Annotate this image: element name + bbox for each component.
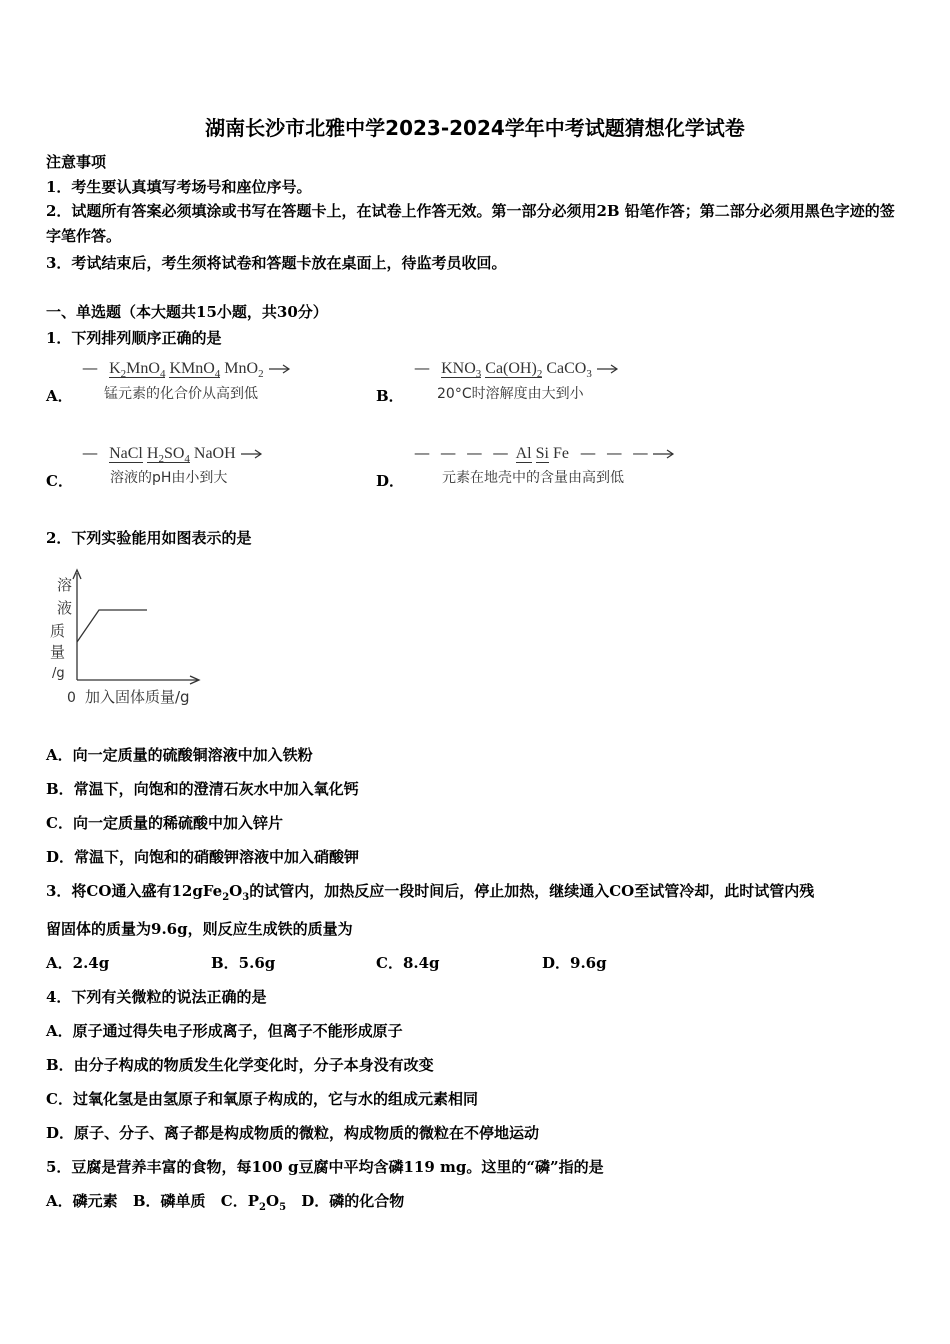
q3-sub-3: 3 xyxy=(242,892,250,903)
q3-stem-part-1: 3．将CO通入盛有12gFe xyxy=(46,882,223,900)
q2-option-d: D．常温下，向饱和的硝酸钾溶液中加入硝酸钾 xyxy=(46,848,360,866)
formula-nacl-h2so4-naoh: NaCl $H_2SO_4$ NaOH xyxy=(109,445,236,466)
q1-option-a-caption: 锰元素的化合价从高到低 xyxy=(104,386,258,402)
q1-option-c xyxy=(82,443,263,465)
q3-stem-part-3: 的试管内，加热反应一段时间后，停止加热，继续通入CO至试管冷却，此时试管内残 xyxy=(249,882,815,900)
q3-stem-part-2: O xyxy=(229,882,243,900)
data-curve xyxy=(77,610,147,642)
q5-option-c-sub-1: 2 xyxy=(259,1202,266,1213)
y-label-char-3: 质 xyxy=(50,622,66,640)
dash: — xyxy=(414,358,430,377)
q3-option-d: D．9.6g xyxy=(542,954,607,972)
q2-option-b: B．常温下，向饱和的澄清石灰水中加入氧化钙 xyxy=(46,780,359,798)
dash: — xyxy=(82,358,98,377)
q5-option-c-label: C．P xyxy=(220,1192,260,1210)
q3-option-c: C．8.4g xyxy=(376,954,440,972)
notice-item-2: 2．试题所有答案必须填涂或书写在答题卡上，在试卷上作答无效。第一部分必须用2B 铅笔作答；第二部分必须用黑色字迹的签字笔作答。 xyxy=(46,202,895,245)
q5-option-c-sub-2: 5 xyxy=(279,1202,287,1213)
q1-option-d xyxy=(414,443,675,463)
dash: — — — — xyxy=(414,443,509,462)
arrow-icon xyxy=(241,449,263,459)
q1-option-c-label: C． xyxy=(46,472,73,490)
q1-option-d-label: D． xyxy=(376,472,405,490)
q4-stem: 4．下列有关微粒的说法正确的是 xyxy=(46,988,267,1006)
q3-stem xyxy=(46,881,814,908)
notice-item-1: 1．考生要认真填写考场号和座位序号。 xyxy=(46,178,312,196)
q5-option-c-mid: O xyxy=(265,1192,280,1210)
q4-option-a: A．原子通过得失电子形成离子，但离子不能形成原子 xyxy=(46,1022,403,1040)
q3-stem-line-2: 留固体的质量为9.6g，则反应生成铁的质量为 xyxy=(46,920,353,938)
q3-sub-2: 2 xyxy=(222,892,230,903)
q1-option-a xyxy=(82,358,291,380)
arrow-icon xyxy=(653,449,675,459)
y-label-unit: /g xyxy=(52,666,65,681)
q5-option-b: B．磷单质 xyxy=(132,1192,206,1210)
arrow-icon xyxy=(597,364,619,374)
q2-stem: 2．下列实验能用如图表示的是 xyxy=(46,529,252,547)
q4-option-d: D．原子、分子、离子都是构成物质的微粒，构成物质的微粒在不停地运动 xyxy=(46,1124,540,1142)
q3-option-a: A．2.4g xyxy=(46,954,110,972)
q1-option-b xyxy=(414,358,619,380)
formula-kmno4-k2mno4-mno2: $K_2MnO_4$ KMnO$_4$ MnO$_2$ xyxy=(109,360,264,381)
q4-option-b: B．由分子构成的物质发生化学变化时，分子本身没有改变 xyxy=(46,1056,434,1074)
q1-stem: 1．下列排列顺序正确的是 xyxy=(46,329,222,347)
section-heading: 一、单选题（本大题共15小题，共30分） xyxy=(46,303,328,321)
q4-option-c: C．过氧化氢是由氢原子和氧原子构成的，它与水的组成元素相同 xyxy=(46,1090,478,1108)
q5-option-a: A．磷元素 xyxy=(46,1192,118,1210)
q5-option-c xyxy=(220,1192,287,1213)
page-title: 湖南长沙市北雅中学2023-2024学年中考试题猜想化学试卷 xyxy=(205,116,745,140)
y-label-char-2: 液 xyxy=(57,599,73,617)
q5-option-d: D．磷的化合物 xyxy=(301,1192,405,1210)
notice-heading: 注意事项 xyxy=(46,153,107,171)
q2-option-a: A．向一定质量的硫酸铜溶液中加入铁粉 xyxy=(46,746,313,764)
q1-option-b-label: B． xyxy=(376,387,404,405)
q5-options xyxy=(46,1191,404,1218)
formula-kno3-caoh2-caco3: $KNO_3$ $Ca(OH)_2$ CaCO$_3$ xyxy=(441,360,592,381)
y-label-char-4: 量 xyxy=(50,643,66,661)
arrow-icon xyxy=(269,364,291,374)
q1-option-c-caption: 溶液的pH由小到大 xyxy=(110,470,228,486)
q1-option-b-caption: 20°C时溶解度由大到小 xyxy=(437,386,584,402)
q1-option-a-label: A． xyxy=(46,387,73,405)
q2-option-c: C．向一定质量的稀硫酸中加入锌片 xyxy=(46,814,283,832)
y-label-char-1: 溶 xyxy=(57,576,73,594)
dash: — xyxy=(82,443,98,462)
x-axis-label: 加入固体质量/g xyxy=(85,688,190,706)
notice-item-3: 3．考试结束后，考生须将试卷和答题卡放在桌面上，待监考员收回。 xyxy=(46,254,507,272)
q1-option-d-caption: 元素在地壳中的含量由高到低 xyxy=(442,470,624,486)
formula-al-si-fe: Al Si Fe xyxy=(515,445,569,462)
dash: — — — xyxy=(580,443,649,462)
q5-stem: 5．豆腐是营养丰富的食物，每100 g豆腐中平均含磷119 mg。这里的“磷”指的是 xyxy=(46,1158,604,1176)
q2-graph xyxy=(40,565,220,715)
q3-option-b: B．5.6g xyxy=(211,954,276,972)
origin-label: 0 xyxy=(67,690,76,706)
